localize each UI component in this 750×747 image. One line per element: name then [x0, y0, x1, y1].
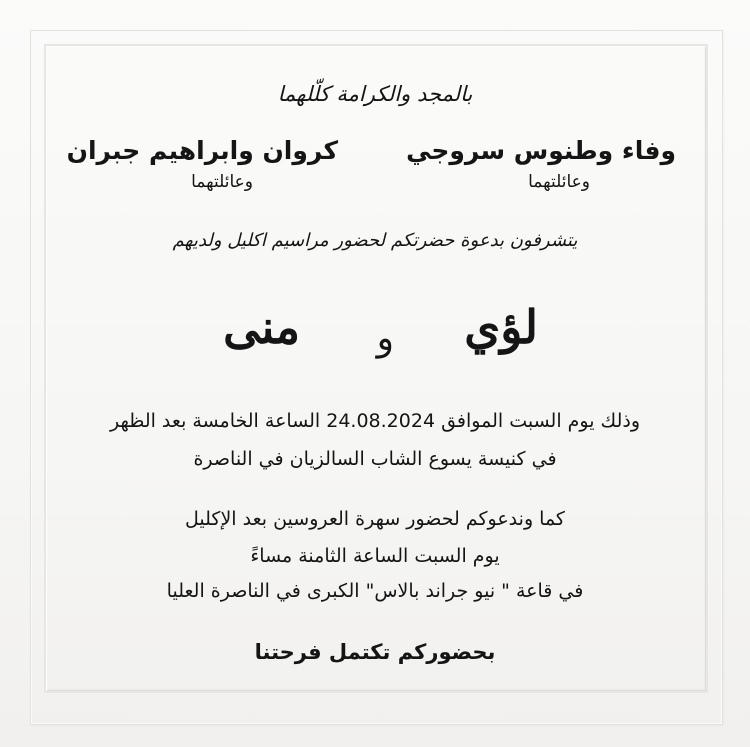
party-invite-line: كما وندعوكم لحضور سهرة العروسين بعد الإكليل: [185, 508, 565, 530]
party-time-line: يوم السبت الساعة الثامنة مساءً: [250, 545, 500, 567]
bride-family-label: وعائلتهما: [191, 172, 253, 192]
ceremony-venue-line: في كنيسة يسوع الشاب السالزيان في الناصرة: [193, 448, 557, 470]
and-connector: و: [376, 318, 394, 359]
ceremony-date-line: وذلك يوم السبت الموافق 24.08.2024 الساعة الخامسة بعد الظهر: [110, 410, 640, 432]
bride-name: منى: [223, 300, 300, 354]
groom-parents-name: وفاء وطنوس سروجي: [406, 136, 676, 165]
groom-family-label: وعائلتهما: [528, 172, 590, 192]
closing-line: بحضوركم تكتمل فرحتنا: [254, 640, 496, 664]
bride-parents-name: كروان وابراهيم جبران: [66, 136, 338, 165]
groom-name: لؤي: [464, 300, 538, 354]
blessing-line: بالمجد والكرامة كلّلهما: [277, 82, 473, 106]
invitation-line: يتشرفون بدعوة حضرتكم لحضور مراسيم اكليل ولديهم: [172, 230, 578, 251]
party-venue-line: في قاعة " نيو جراند بالاس" الكبرى في الناصرة العليا: [166, 580, 584, 602]
